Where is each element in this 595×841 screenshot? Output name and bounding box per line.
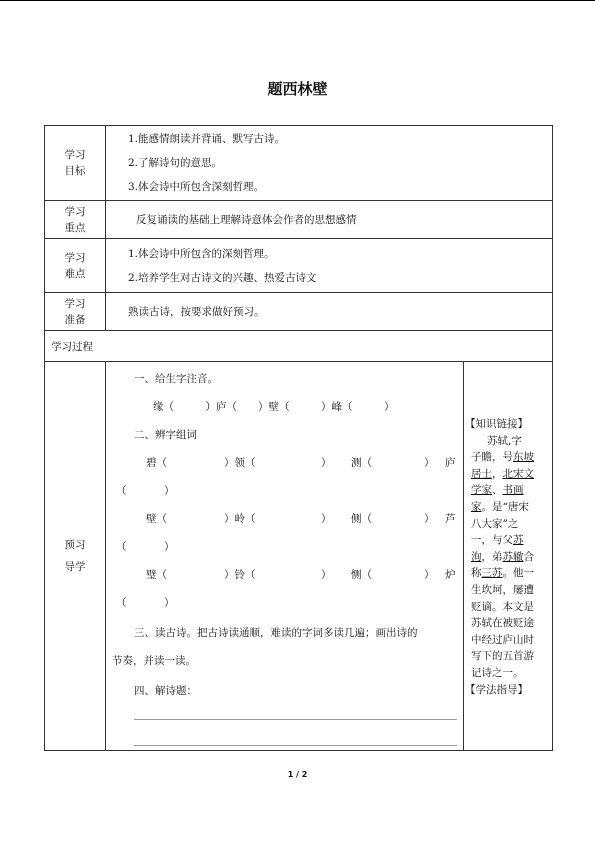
word-cell: ） xyxy=(164,597,175,609)
focus-content: 反复诵读的基础上理解诗意体会作者的思想感情 xyxy=(106,201,553,239)
label-goal xyxy=(45,126,106,201)
sidebar-line: 中经过庐山时 xyxy=(471,633,534,646)
section-heading: 一、给生字注音。 xyxy=(134,373,218,385)
difficulty-item: 1.体会诗中所包含的深刻哲理。 xyxy=(128,247,275,260)
word-cell: ） xyxy=(424,513,435,525)
word-cell: ）领（ xyxy=(224,457,256,469)
label-text: 学习 xyxy=(64,297,86,310)
word-cell: 恻（ xyxy=(351,569,372,581)
sidebar-line xyxy=(471,549,550,566)
word-cell: （ xyxy=(116,485,127,497)
word-cell: （ xyxy=(116,597,127,609)
row-prep xyxy=(45,293,553,331)
label-prep xyxy=(45,293,106,331)
sidebar-text: ， xyxy=(492,467,503,480)
sidebar-line xyxy=(471,532,550,549)
word-cell: ） xyxy=(321,569,332,581)
answer-line xyxy=(134,719,457,720)
sidebar-link-text: 家 xyxy=(471,500,482,513)
label-focus xyxy=(45,201,106,239)
label-text: 导学 xyxy=(64,561,86,573)
goal-item: 2.了解诗句的意思。 xyxy=(128,157,223,169)
header-rule xyxy=(0,0,595,1)
sidebar-line: 贬谪。本文是 xyxy=(471,600,534,613)
word-cell: 测（ xyxy=(351,457,372,469)
sidebar-text: 一，与父 xyxy=(471,534,513,547)
answer-line xyxy=(134,745,457,746)
label-text: 准备 xyxy=(64,313,86,326)
pinyin-line: 缘（ ）庐（ ）壁（ ）峰（ ） xyxy=(153,401,395,413)
row-preview xyxy=(45,362,553,751)
word-cell: ） xyxy=(164,485,175,497)
sidebar-line xyxy=(471,499,550,516)
word-cell: 壁（ xyxy=(146,513,167,525)
sidebar-heading: 【知识链接】 xyxy=(465,418,528,430)
lesson-table xyxy=(44,125,553,751)
knowledge-sidebar xyxy=(464,362,553,751)
sidebar-text: ，弟 xyxy=(481,550,503,563)
row-process xyxy=(45,331,553,362)
goal-content xyxy=(106,126,553,201)
word-cell: ）岭（ xyxy=(224,513,256,525)
sidebar-link-text: 苏 xyxy=(513,534,524,547)
word-cell: 炉 xyxy=(445,569,456,581)
label-text: 学习 xyxy=(64,251,86,264)
word-cell: ） xyxy=(321,457,332,469)
prep-content: 熟读古诗，按要求做好预习。 xyxy=(106,293,553,331)
word-cell: 芦 xyxy=(445,513,456,525)
page-title: 题西林壁 xyxy=(267,80,328,98)
sidebar-text: 、 xyxy=(492,484,503,497)
sidebar-text: 子瞻，号 xyxy=(471,451,513,464)
sidebar-link-text: 洵 xyxy=(471,550,482,563)
sidebar-line: 记诗之一。 xyxy=(471,666,524,679)
sidebar-line xyxy=(471,565,550,582)
sidebar-line xyxy=(471,482,550,499)
sidebar-heading: 【学法指导】 xyxy=(465,683,528,696)
process-label: 学习过程 xyxy=(45,331,553,362)
sidebar-link-text: 苏辙 xyxy=(502,550,524,563)
word-cell: 庐 xyxy=(445,457,456,469)
row-difficulty xyxy=(45,239,553,293)
sidebar-line xyxy=(471,449,550,466)
label-text: 学习 xyxy=(64,205,86,218)
sidebar-text: 称 xyxy=(471,567,482,580)
sidebar-link-text: 居士 xyxy=(471,467,492,480)
page-number: 1 / 2 xyxy=(287,770,308,779)
label-preview xyxy=(45,362,106,751)
sidebar-line: 写下的五首游 xyxy=(471,650,534,663)
word-cell: ）铃（ xyxy=(224,569,256,581)
preview-content xyxy=(106,362,464,751)
sidebar-link-text: 学家 xyxy=(471,484,492,497)
goal-item: 3.体会诗中所包含深刻哲理。 xyxy=(128,181,265,193)
difficulty-content xyxy=(106,239,553,293)
sidebar-text: 。是“唐宋 xyxy=(481,500,529,513)
label-text: 学习 xyxy=(64,149,86,161)
sidebar-line: 八大家”之 xyxy=(471,517,519,530)
word-cell: （ xyxy=(116,541,127,553)
difficulty-item: 2.培养学生对古诗文的兴趣、热爱古诗文 xyxy=(128,271,317,284)
label-text: 目标 xyxy=(64,165,86,177)
word-cell: ） xyxy=(424,457,435,469)
word-cell: 璧（ xyxy=(146,569,167,581)
sidebar-link-text: 书画 xyxy=(502,484,524,497)
word-cell: 侧（ xyxy=(351,513,372,525)
sidebar-line xyxy=(471,466,550,483)
word-cell: ） xyxy=(164,541,175,553)
word-cell: ） xyxy=(424,569,435,581)
word-cell: 碧（ xyxy=(146,457,167,469)
goal-item: 1.能感情朗读并背诵、默写古诗。 xyxy=(128,133,286,145)
row-goal xyxy=(45,126,553,201)
row-focus xyxy=(45,201,553,239)
label-text: 难点 xyxy=(64,267,86,280)
section-heading: 三、读古诗。把古诗读通顺，难读的字词多读几遍；画出诗的 xyxy=(134,627,418,639)
label-text: 预习 xyxy=(64,539,86,551)
sidebar-text: 合 xyxy=(523,550,534,563)
sidebar-line: 苏轼,字 xyxy=(487,434,522,447)
sidebar-link-text: 三苏 xyxy=(481,567,503,580)
label-text: 重点 xyxy=(64,221,86,234)
section-heading: 二、辨字组词 xyxy=(134,429,197,441)
sidebar-link-text: 东坡 xyxy=(513,451,534,464)
section-heading: 四、解诗题： xyxy=(134,685,197,697)
label-difficulty xyxy=(45,239,106,293)
sidebar-line: 苏轼在被贬途 xyxy=(471,617,534,630)
sidebar-link-text: 北宋文 xyxy=(502,467,534,480)
sidebar-line: 生坎坷，屡遭 xyxy=(471,583,534,596)
sidebar-text: 。他一 xyxy=(502,567,534,580)
word-cell: ） xyxy=(321,513,332,525)
section-text: 节奏，并读一读。 xyxy=(112,655,196,667)
